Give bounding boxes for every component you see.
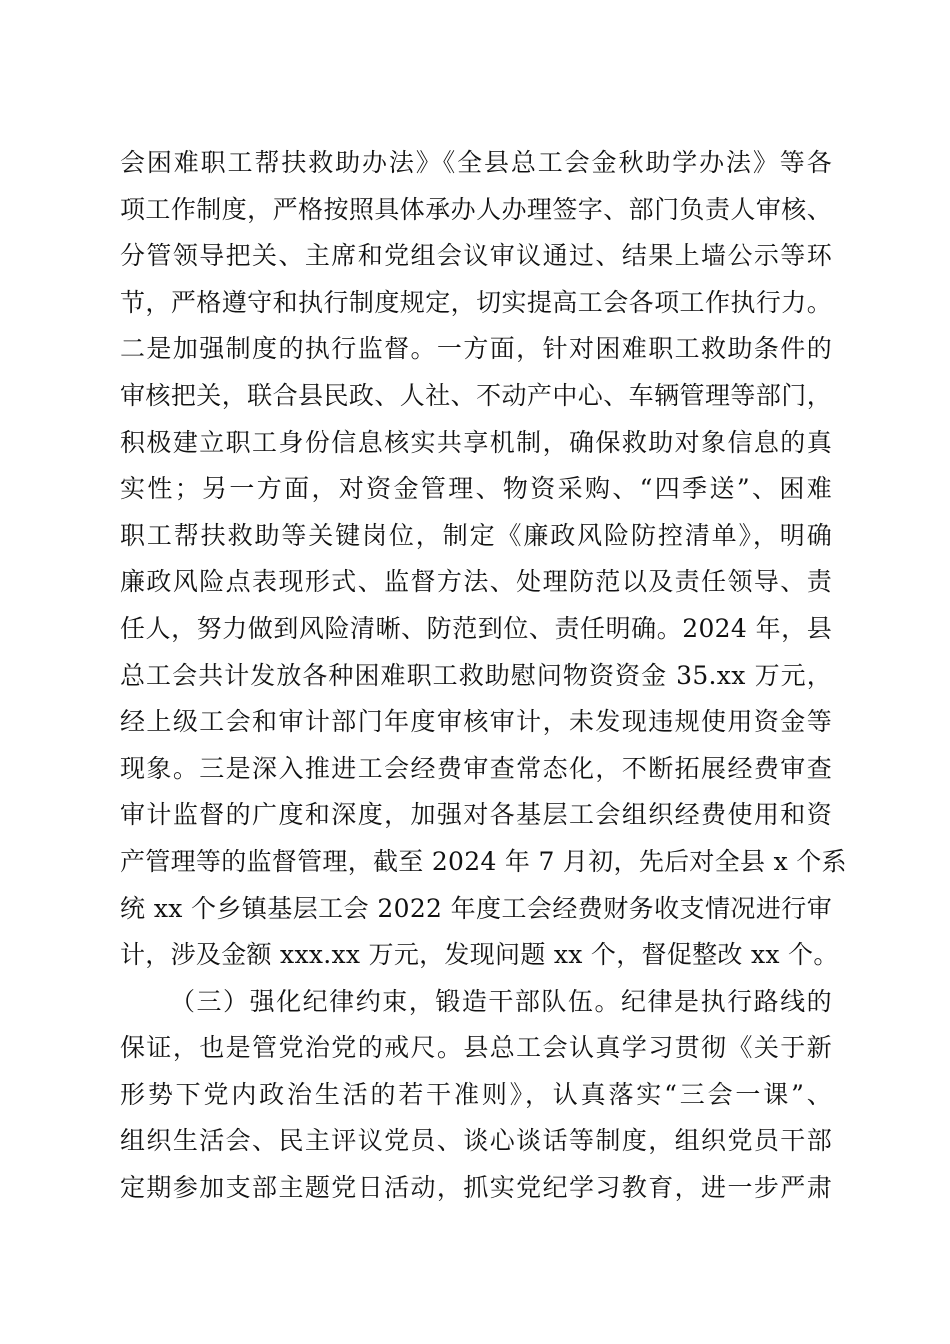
text-line: 分管领导把关、主席和党组会议审议通过、结果上墙公示等环 xyxy=(120,241,832,271)
text-line: 任人，努力做到风险清晰、防范到位、责任明确。2024 年，县 xyxy=(120,613,832,643)
section-heading-line: （三）强化纪律约束，锻造干部队伍。纪律是执行路线的 xyxy=(170,986,832,1016)
text-line: 定期参加支部主题党日活动，抓实党纪学习教育，进一步严肃 xyxy=(120,1173,832,1203)
text-line: 实性；另一方面，对资金管理、物资采购、“四季送”、困难 xyxy=(120,474,832,504)
text-line: 审核把关，联合县民政、人社、不动产中心、车辆管理等部门， xyxy=(120,380,832,410)
text-line: 审计监督的广度和深度，加强对各基层工会组织经费使用和资 xyxy=(120,800,832,830)
text-line: 会困难职工帮扶救助办法》《全县总工会金秋助学办法》等各 xyxy=(120,148,832,177)
body-text xyxy=(120,140,847,1212)
text-line: 统 xx 个乡镇基层工会 2022 年度工会经费财务收支情况进行审 xyxy=(120,893,832,923)
text-line: 二是加强制度的执行监督。一方面，针对困难职工救助条件的 xyxy=(120,334,832,364)
text-line: 廉政风险点表现形式、监督方法、处理防范以及责任领导、责 xyxy=(120,567,832,597)
text-line: 节，严格遵守和执行制度规定，切实提高工会各项工作执行力。 xyxy=(120,287,832,317)
text-line: 计，涉及金额 xxx.xx 万元，发现问题 xx 个，督促整改 xx 个。 xyxy=(120,940,839,970)
text-line: 现象。三是深入推进工会经费审查常态化，不断拓展经费审查 xyxy=(120,753,832,783)
text-line: 保证，也是管党治党的戒尺。县总工会认真学习贯彻《关于新 xyxy=(120,1033,832,1063)
text-line: 职工帮扶救助等关键岗位，制定《廉政风险防控清单》，明确 xyxy=(120,520,832,550)
text-line: 产管理等的监督管理，截至 2024 年 7 月初，先后对全县 x 个系 xyxy=(120,846,847,876)
text-line: 积极建立职工身份信息核实共享机制，确保救助对象信息的真 xyxy=(120,427,832,457)
text-line: 组织生活会、民主评议党员、谈心谈话等制度，组织党员干部 xyxy=(120,1126,832,1156)
text-line: 项工作制度，严格按照具体承办人办理签字、部门负责人审核、 xyxy=(120,194,832,224)
text-line: 经上级工会和审计部门年度审核审计，未发现违规使用资金等 xyxy=(120,707,832,737)
text-line: 形势下党内政治生活的若干准则》，认真落实“三会一课”、 xyxy=(120,1079,832,1109)
text-line: 总工会共计发放各种困难职工救助慰问物资资金 35.xx 万元， xyxy=(120,660,832,690)
